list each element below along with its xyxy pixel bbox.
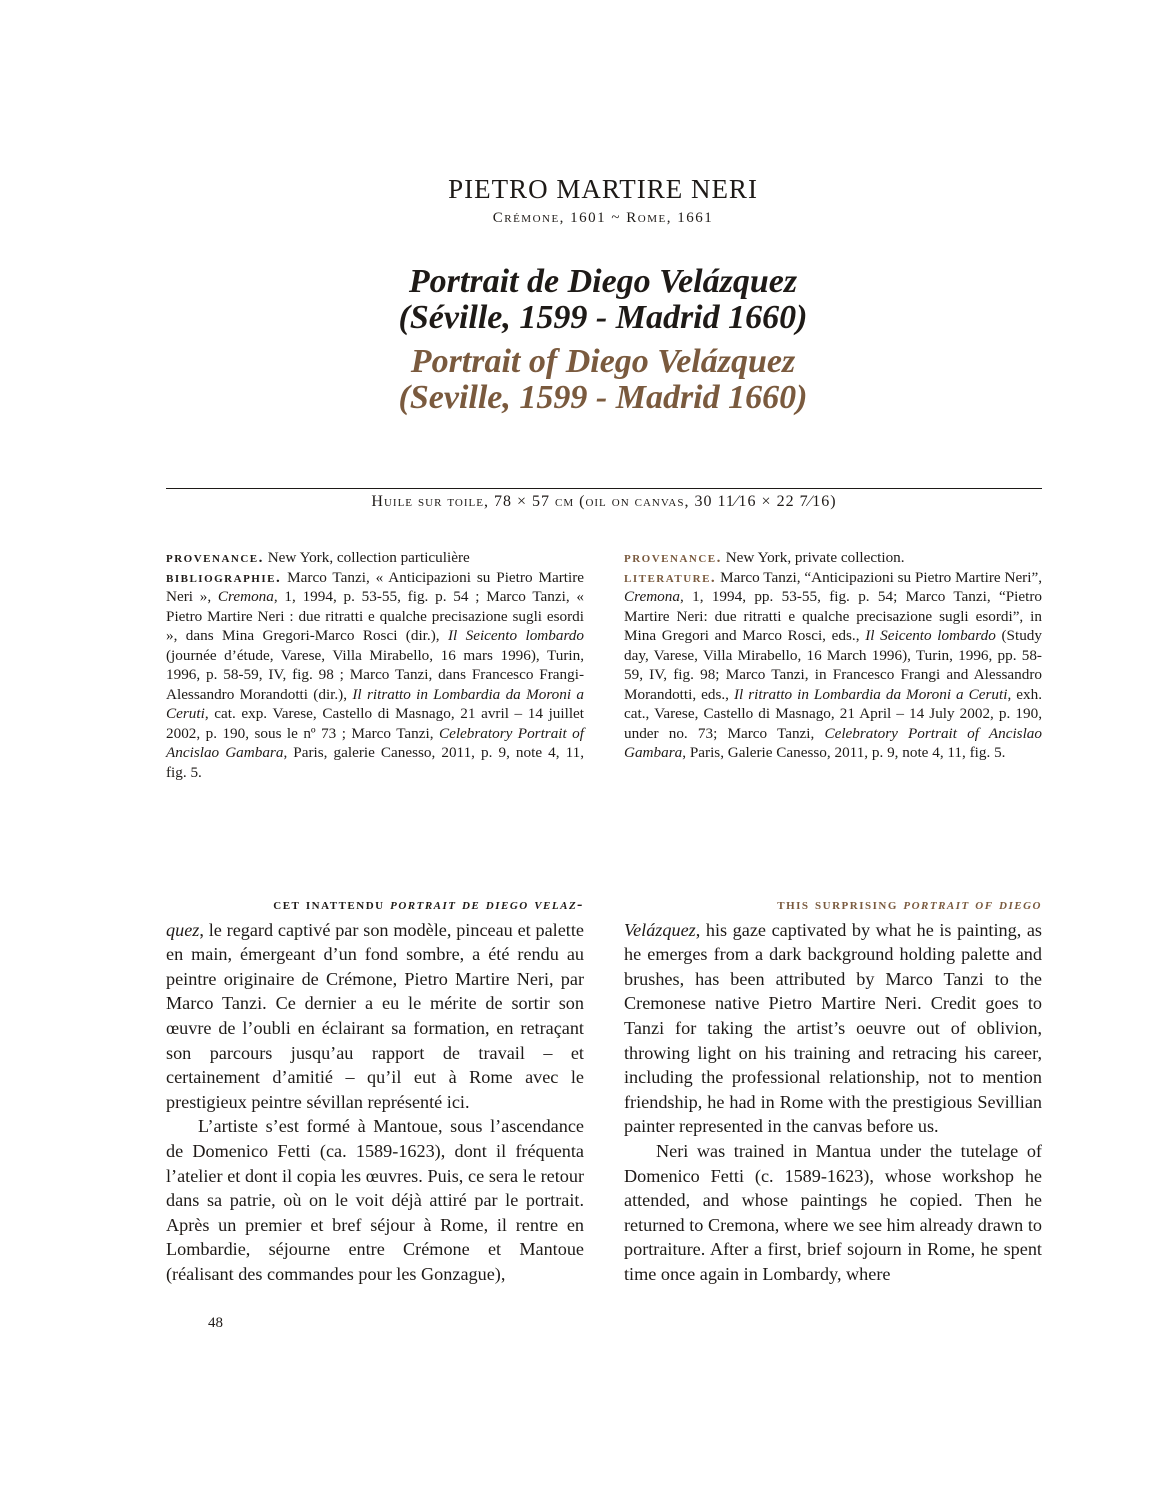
notes-french: provenance. New York, collection particulière bibliographie. Marco Tanzi, « Anticipazioni su Pietro Martire Neri », Cremona, 1, 1994, p. 53-55, fig. p. 54 ; Marco Tanzi, « Pietro Martire Neri : due ritratti e qualche precisazione sugli esordi », dans Mina Gregori-Marco Rosci (dir.), Il Seicento lombardo (journée d’étude, Varese, Villa Mirabello, 16 mars 1996), Turin, 1996, p. 58-59, IV, fig. 98 ; Marco Tanzi, dans Francesco Frangi-Alessandro Morandotti (dir.), Il ritratto in Lombardia da Moroni a Ceruti, cat. exp. Varese, Castello di Masnago, 21 avril – 14 juillet 2002, p. 190, sous le nº 73 ; Marco Tanzi, Celebratory Portrait of Ancislao Gambara, Paris, galerie Canesso, 2011, p. 9, note 4, 11, fig. 5.: [166, 549, 584, 781]
artist-name: PIETRO MARTIRE NERI: [448, 174, 758, 204]
title-english: Portrait of Diego Velázquez (Seville, 1599 - Madrid 1660): [398, 343, 808, 416]
title-french: Portrait de Diego Velázquez (Séville, 1599 - Madrid 1660): [398, 263, 808, 336]
artist-dates: Crémone, 1601 ~ Rome, 1661: [492, 210, 714, 226]
body-french: cet inattendu portrait de diego velaz- quez, le regard captivé par son modèle, pinceau et palette en main, émergeant d’un fond sombre, a été rendu au peintre originaire de Crémone, Pietro Martire Neri, par Marco Tanzi. Ce dernier a eu le mérite de sortir son œuvre de l’oubli en éclairant sa formation, en retraçant son parcours jusqu’au rapport de travail – et certainement d’amitié – qu’il eut à Rome avec le prestigieux peintre sévillan représenté ici. L’artiste s’est formé à Mantoue, sous l’ascendance de Domenico Fetti (ca. 1589-1623), dont il fréquenta l’atelier et dont il copia les œuvres. Puis, ce sera le retour dans sa patrie, où on le voit déjà attiré par le portrait. Après un premier et bref séjour à Rome, il rentre en Lombardie, séjourne entre Crémone et Mantoue (réalisant des commandes pour les Gonzague),: [166, 896, 584, 1284]
page-number: 48: [208, 1315, 223, 1331]
notes-english: provenance. New York, private collection. literature. Marco Tanzi, “Anticipazioni su Pietro Martire Neri”, Cremona, 1, 1994, pp. 53-55, fig. p. 54; Marco Tanzi, “Pietro Martire Neri: due ritratti e qualche precisazione sugli esordi”, in Mina Gregori and Marco Rosci, eds., Il Seicento lombardo (Study day, Varese, Villa Mirabello, 16 March 1996), Turin, 1996, pp. 58-59, IV, fig. 98; Marco Tanzi, in Francesco Frangi and Alessandro Morandotti, eds., Il ritratto in Lombardia da Moroni a Ceruti, exh. cat., Varese, Castello di Masnago, 21 April – 14 July 2002, p. 190, under no. 73; Marco Tanzi, Celebratory Portrait of Ancislao Gambara, Paris, Galerie Canesso, 2011, p. 9, note 4, 11, fig. 5.: [624, 549, 1042, 761]
body-english: this surprising portrait of diego Velázquez, his gaze captivated by what he is painting, as he emerges from a dark background holding palette and brushes, has been attributed by Marco Tanzi to the Cremonese native Pietro Martire Neri. Credit goes to Tanzi for taking the artist’s oeuvre out of oblivion, throwing light on his training and retracing his career, including the professional relationship, not to mention friendship, he had in Rome with the prestigious Sevillian painter represented in the canvas before us. Neri was trained in Mantua under the tutelage of Domenico Fetti (c. 1589-1623), whose workshop he attended, and whose paintings he copied. Then he returned to Cremona, where we see him already drawn to portraiture. After a first, brief sojourn in Rome, he spent time once again in Lombardy, where: [624, 896, 1042, 1284]
divider: [166, 488, 1042, 489]
medium-dimensions: Huile sur toile, 78 × 57 cm (oil on canvas, 30 11⁄16 × 22 7⁄16): [371, 493, 837, 510]
